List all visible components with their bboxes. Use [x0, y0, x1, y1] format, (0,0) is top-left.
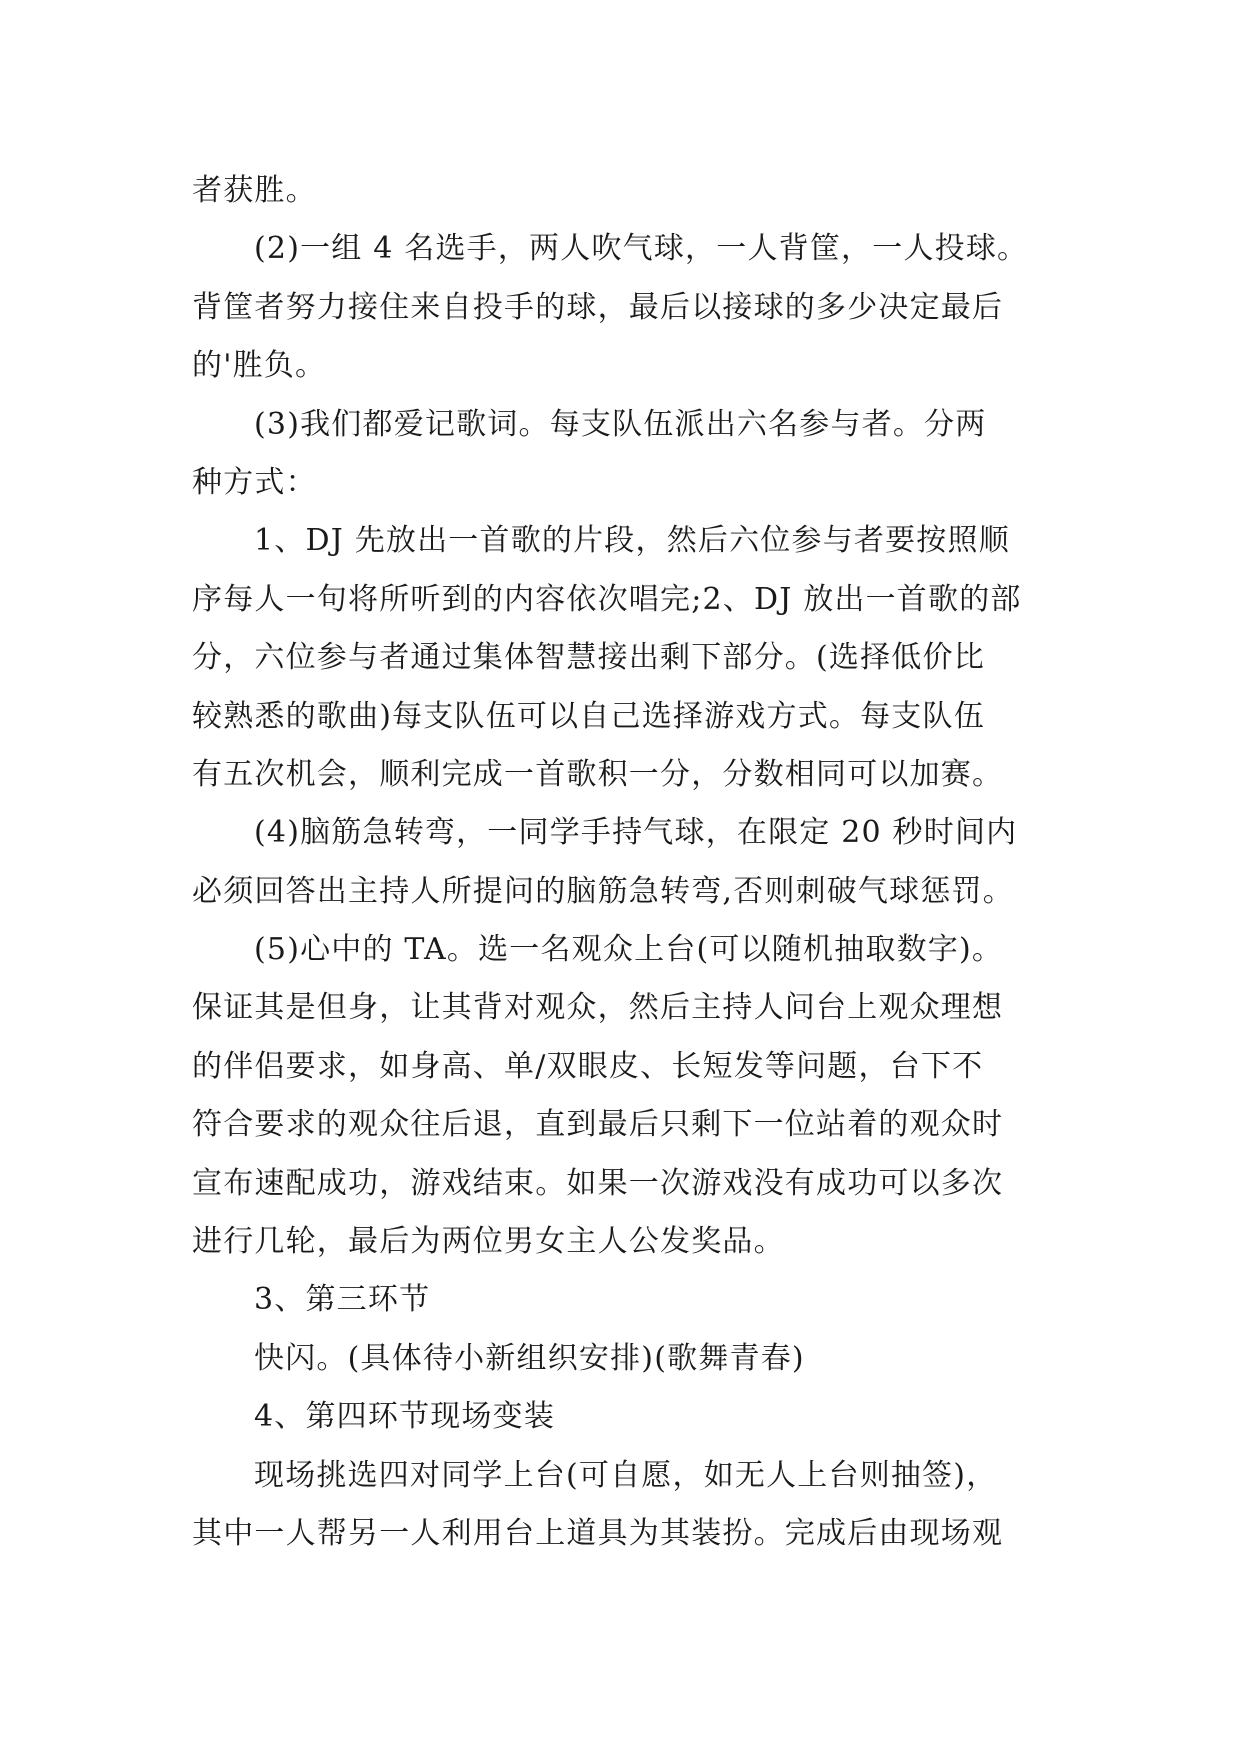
text-line: 现场挑选四对同学上台(可自愿，如无人上台则抽签)， — [254, 1457, 998, 1493]
text-line: 保证其是但身，让其背对观众，然后主持人问台上观众理想 — [192, 990, 1004, 1026]
text-line: 其中一人帮另一人利用台上道具为其装扮。完成后由现场观 — [192, 1515, 1004, 1551]
text-line: 的'胜负。 — [192, 348, 327, 384]
text-line: 4、第四环节现场变装 — [254, 1399, 556, 1435]
text-line: 进行几轮，最后为两位男女主人公发奖品。 — [192, 1224, 785, 1260]
text-line: 背筐者努力接住来自投手的球，最后以接球的多少决定最后 — [192, 289, 1004, 325]
text-line: (2)一组 4 名选手，两人吹气球，一人背筐，一人投球。 — [254, 231, 1029, 267]
text-line: 必须回答出主持人所提问的脑筋急转弯,否则刺破气球惩罚。 — [192, 873, 1014, 909]
text-line: 种方式： — [192, 464, 317, 500]
text-line: (3)我们都爱记歌词。每支队伍派出六名参与者。分两 — [254, 406, 987, 442]
text-line: 者获胜。 — [192, 173, 317, 208]
text-line: 序每人一句将所听到的内容依次唱完;2、DJ 放出一首歌的部 — [192, 581, 1022, 617]
text-line: 符合要求的观众往后退，直到最后只剩下一位站着的观众时 — [192, 1107, 1004, 1143]
text-line: 的伴侣要求，如身高、单/双眼皮、长短发等问题，台下不 — [192, 1048, 984, 1084]
text-line: 3、第三环节 — [254, 1282, 431, 1318]
text-line: (5)心中的 TA。选一名观众上台(可以随机抽取数字)。 — [254, 932, 1004, 968]
text-line: 分，六位参与者通过集体智慧接出剩下部分。(选择低价比 — [192, 640, 985, 676]
text-line: 宣布速配成功，游戏结束。如果一次游戏没有成功可以多次 — [192, 1165, 1004, 1201]
text-line: (4)脑筋急转弯，一同学手持气球，在限定 20 秒时间内 — [254, 815, 1018, 851]
document-body — [192, 162, 1072, 1563]
text-line: 1、DJ 先放出一首歌的片段，然后六位参与者要按照顺 — [254, 523, 1010, 559]
text-line: 较熟悉的歌曲)每支队伍可以自己选择游戏方式。每支队伍 — [192, 698, 985, 734]
text-line: 快闪。(具体待小新组织安排)(歌舞青春) — [254, 1340, 805, 1376]
text-line: 有五次机会，顺利完成一首歌积一分，分数相同可以加赛。 — [192, 756, 1004, 792]
